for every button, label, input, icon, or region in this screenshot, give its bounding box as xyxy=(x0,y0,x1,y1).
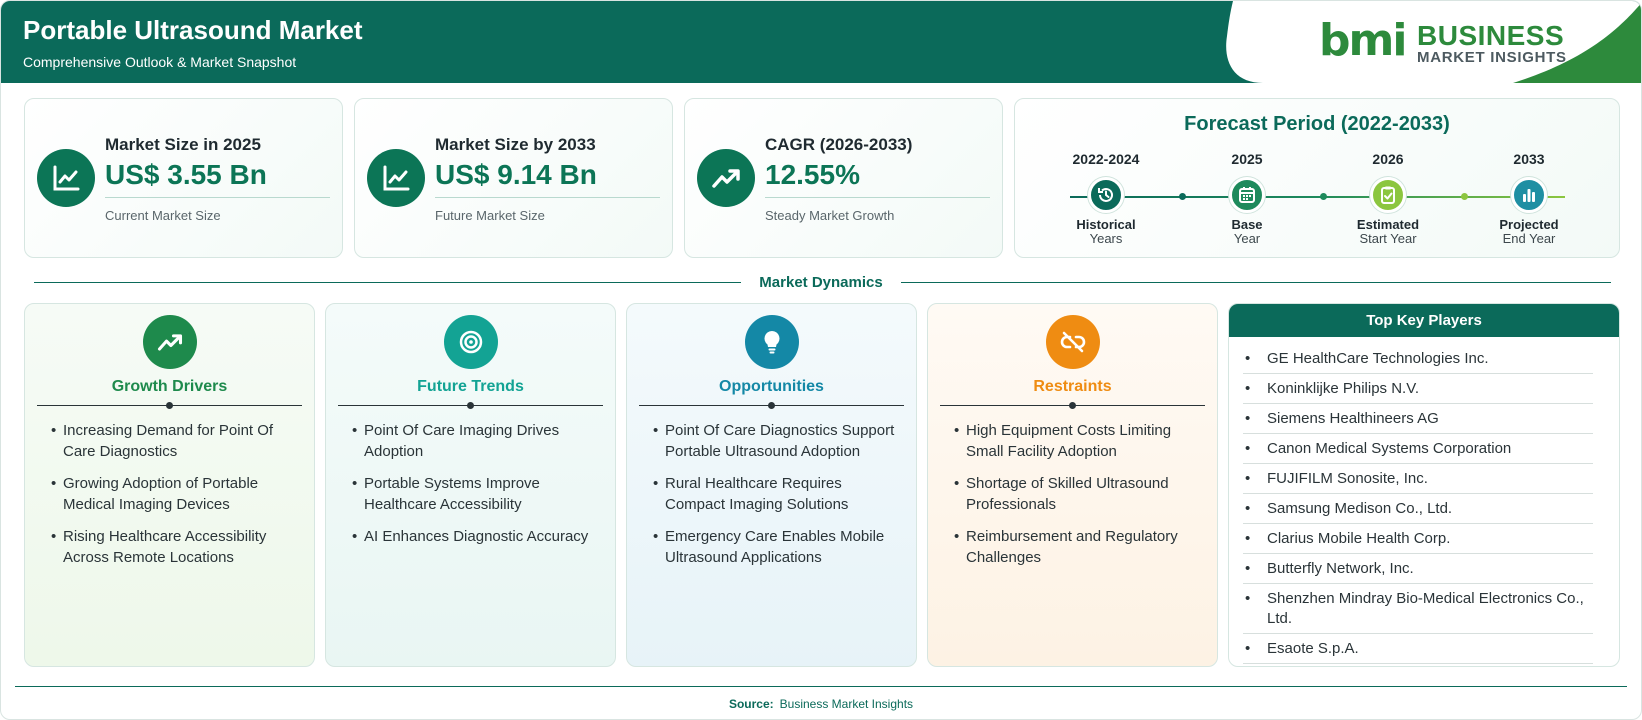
list-item: • Shenzhen Mindray Bio-Medical Electronics Co., Ltd. xyxy=(1243,584,1593,634)
list-item: • FUJIFILM Sonosite, Inc. xyxy=(1243,464,1593,494)
stat-label: Market Size in 2025 xyxy=(105,135,261,154)
history-icon xyxy=(1088,177,1124,213)
card-opportunities xyxy=(626,303,917,667)
timeline-step-estimated xyxy=(1333,151,1443,246)
bullet-list xyxy=(352,420,601,558)
lightbulb-icon xyxy=(745,315,799,369)
card-future-trends xyxy=(325,303,616,667)
card-restraints xyxy=(927,303,1218,667)
target-icon xyxy=(444,315,498,369)
list-item: • Increasing Demand for Point Of Care Diagnostics xyxy=(51,420,300,462)
clipboard-check-icon xyxy=(1370,177,1406,213)
timeline-subcaption: End Year xyxy=(1502,231,1556,246)
footer-divider xyxy=(15,686,1627,687)
section-divider-right xyxy=(901,282,1611,283)
timeline-year: 2025 xyxy=(1231,151,1263,167)
card-title: Opportunities xyxy=(719,378,824,395)
timeline-caption: Projected xyxy=(1499,217,1559,232)
stat-card-cagr xyxy=(684,98,1003,258)
header-banner xyxy=(1,1,1642,83)
timeline-step-projected xyxy=(1474,151,1584,246)
timeline-subcaption: Start Year xyxy=(1359,231,1417,246)
card-growth-drivers xyxy=(24,303,315,667)
divider xyxy=(765,197,990,198)
list-item: • Portable Systems Improve Healthcare Accessibility xyxy=(352,473,601,515)
list-item: • Reimbursement and Regulatory Challenges xyxy=(954,526,1203,568)
list-item: • Shortage of Skilled Ultrasound Professionals xyxy=(954,473,1203,515)
line-chart-icon xyxy=(37,149,95,207)
card-title: Future Trends xyxy=(417,378,524,395)
logo-word-market-insights: MARKET INSIGHTS xyxy=(1417,49,1567,66)
list-item: • Samsung Medison Co., Ltd. xyxy=(1243,494,1593,524)
timeline-subcaption: Years xyxy=(1089,231,1123,246)
list-item: • Point Of Care Diagnostics Support Portable Ultrasound Adoption xyxy=(653,420,902,462)
list-item: • Esaote S.p.A. xyxy=(1243,634,1593,664)
timeline-dot xyxy=(1461,193,1468,200)
timeline-step-historical xyxy=(1051,151,1161,246)
list-item: • Clarius Mobile Health Corp. xyxy=(1243,524,1593,554)
list-item: • AI Enhances Diagnostic Accuracy xyxy=(352,526,601,547)
list-item: • Siemens Healthineers AG xyxy=(1243,404,1593,434)
stat-card-market-size-2033 xyxy=(354,98,673,258)
card-title: Restraints xyxy=(1033,378,1112,395)
timeline-year: 2026 xyxy=(1372,151,1404,167)
timeline-step-base xyxy=(1192,151,1302,246)
timeline-caption: Base xyxy=(1231,217,1263,232)
stat-card-market-size-2025 xyxy=(24,98,343,258)
divider xyxy=(105,197,330,198)
stat-note: Future Market Size xyxy=(435,208,545,223)
bullet-list xyxy=(954,420,1203,579)
list-item: • Rising Healthcare Accessibility Across Remote Locations xyxy=(51,526,300,568)
page-title: Portable Ultrasound Market xyxy=(23,15,363,45)
list-item: • Growing Adoption of Portable Medical Imaging Devices xyxy=(51,473,300,515)
list-item: • Butterfly Network, Inc. xyxy=(1243,554,1593,584)
forecast-period-card xyxy=(1014,98,1620,258)
bullet-list xyxy=(653,420,902,579)
line-chart-icon xyxy=(367,149,425,207)
timeline-caption: Estimated xyxy=(1356,217,1420,232)
stat-value: US$ 9.14 Bn xyxy=(435,159,597,190)
source-label: Source: xyxy=(728,697,774,711)
brand-logo xyxy=(1319,15,1569,67)
stat-note: Current Market Size xyxy=(105,208,221,223)
list-item: • Canon Medical Systems Corporation xyxy=(1243,434,1593,464)
bar-chart-icon xyxy=(1511,177,1547,213)
logo-word-business: BUSINESS xyxy=(1417,20,1565,51)
timeline-dot xyxy=(1179,193,1186,200)
timeline-caption: Historical xyxy=(1076,217,1136,232)
section-divider-left xyxy=(34,282,741,283)
divider-dot xyxy=(166,402,173,409)
list-item: • Point Of Care Imaging Drives Adoption xyxy=(352,420,601,462)
list-item: • High Equipment Costs Limiting Small Facility Adoption xyxy=(954,420,1203,462)
stat-label: Market Size by 2033 xyxy=(435,135,596,154)
timeline-year: 2033 xyxy=(1513,151,1545,167)
logo-mark: bmi xyxy=(1319,15,1406,66)
timeline-year: 2022-2024 xyxy=(1072,151,1140,167)
list-item: • Koninklijke Philips N.V. xyxy=(1243,374,1593,404)
source-value: Business Market Insights xyxy=(779,697,914,711)
timeline-subcaption: Year xyxy=(1233,231,1261,246)
trending-up-icon xyxy=(697,149,755,207)
card-top-key-players xyxy=(1228,303,1620,667)
source-line xyxy=(1,697,1641,711)
card-title: Growth Drivers xyxy=(111,378,228,395)
divider-dot xyxy=(768,402,775,409)
list-item: • Emergency Care Enables Mobile Ultrasound Applications xyxy=(653,526,902,568)
stat-note: Steady Market Growth xyxy=(765,208,895,223)
trending-up-icon xyxy=(143,315,197,369)
section-title-market-dynamics: Market Dynamics xyxy=(759,274,883,291)
stat-value: 12.55% xyxy=(765,159,860,190)
page-subtitle: Comprehensive Outlook & Market Snapshot xyxy=(23,54,297,70)
divider-dot xyxy=(1069,402,1076,409)
broken-link-icon xyxy=(1046,315,1100,369)
bullet-list xyxy=(51,420,300,579)
card-title: Top Key Players xyxy=(1229,304,1619,337)
divider-dot xyxy=(467,402,474,409)
divider xyxy=(435,197,660,198)
forecast-title: Forecast Period (2022-2033) xyxy=(1184,113,1450,135)
calendar-icon xyxy=(1229,177,1265,213)
stat-label: CAGR (2026-2033) xyxy=(765,135,913,154)
stat-value: US$ 3.55 Bn xyxy=(105,159,267,190)
list-item: • GE HealthCare Technologies Inc. xyxy=(1243,344,1593,374)
timeline-dot xyxy=(1320,193,1327,200)
key-players-list xyxy=(1243,344,1593,664)
list-item: • Rural Healthcare Requires Compact Imaging Solutions xyxy=(653,473,902,515)
